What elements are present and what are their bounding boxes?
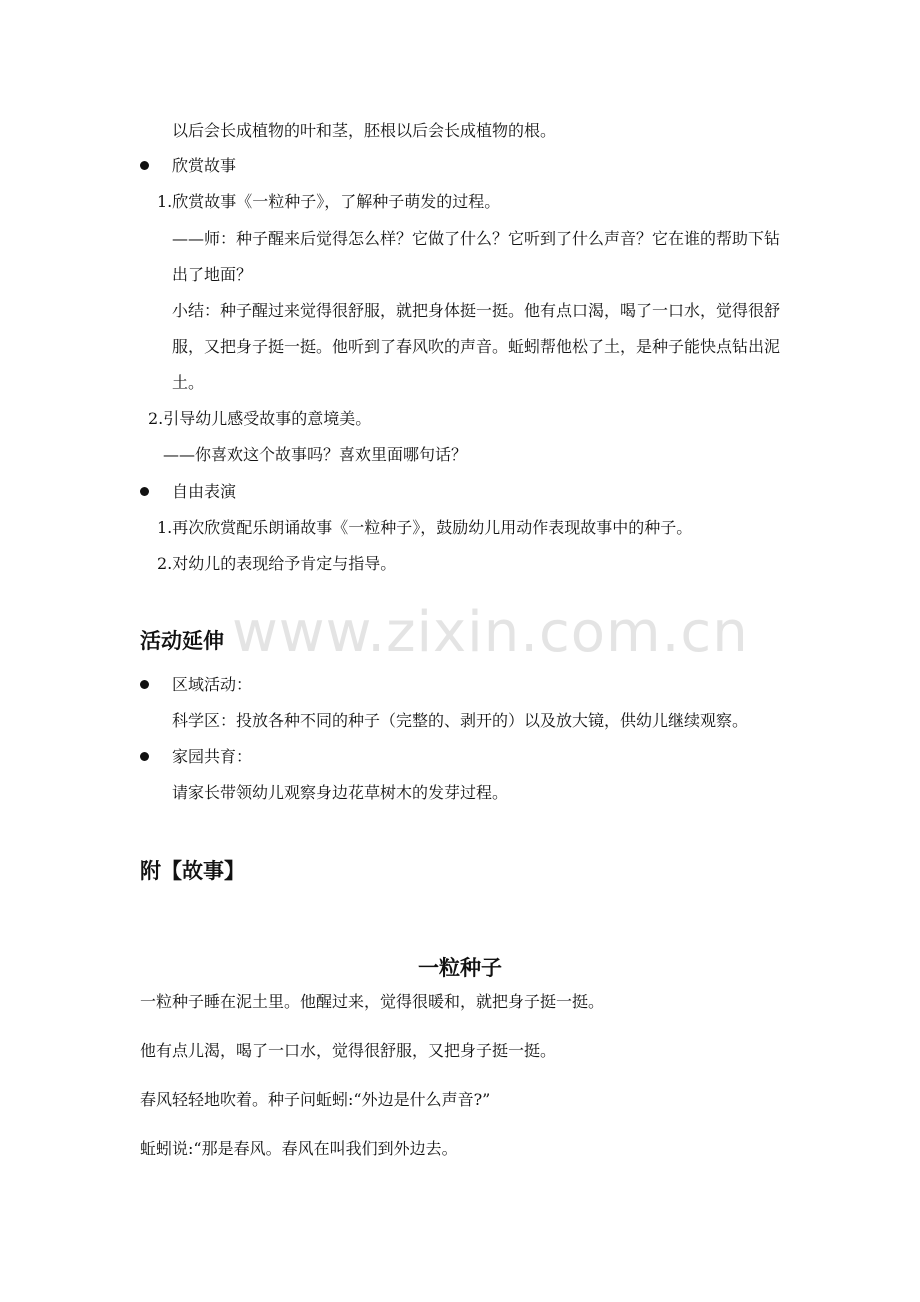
- home-school-text: 请家长带领幼儿观察身边花草树木的发芽过程。: [172, 783, 509, 802]
- list-item-3: 1.再次欣赏配乐朗诵故事《一粒种子》，鼓励幼儿用动作表现故事中的种子。: [157, 518, 693, 537]
- story-line: 他有点儿渴，喝了一口水，觉得很舒服，又把身子挺一挺。: [140, 1041, 557, 1060]
- teacher-question-line-2: 出了地面？: [172, 265, 253, 284]
- list-item-4: 2.对幼儿的表现给予肯定与指导。: [157, 554, 397, 573]
- section-heading-extension: 活动延伸: [140, 629, 224, 653]
- story-line: 蚯蚓说:“那是春风。春风在叫我们到外边去。: [140, 1139, 458, 1158]
- summary-line-3: 土。: [172, 373, 205, 392]
- summary-line-1: 小结：种子醒过来觉得很舒服，就把身体挺一挺。他有点口渴，喝了一口水，觉得很舒: [172, 301, 781, 320]
- story-line: 一粒种子睡在泥土里。他醒过来，觉得很暖和，就把身子挺一挺。: [140, 992, 605, 1011]
- teacher-question-line-1: ——师：种子醒来后觉得怎么样？它做了什么？它听到了什么声音？它在谁的帮助下钻: [172, 229, 781, 248]
- intro-line: 以后会长成植物的叶和茎，胚根以后会长成植物的根。: [172, 121, 557, 140]
- bullet-area-activity: 区域活动：: [172, 675, 253, 694]
- bullet-free-performance: 自由表演: [172, 482, 237, 501]
- list-item-1: 1.欣赏故事《一粒种子》，了解种子萌发的过程。: [157, 192, 501, 211]
- bullet-dot: [140, 487, 149, 496]
- story-line: 春风轻轻地吹着。种子问蚯蚓:“外边是什么声音?”: [140, 1090, 491, 1109]
- list-item-2: 2.引导幼儿感受故事的意境美。: [148, 409, 372, 428]
- summary-line-2: 服，又把身子挺一挺。他听到了春风吹的声音。蚯蚓帮他松了土，是种子能快点钻出泥: [172, 337, 781, 356]
- bullet-dot: [140, 680, 149, 689]
- bullet-dot: [140, 752, 149, 761]
- science-area-text: 科学区：投放各种不同的种子（完整的、剥开的）以及放大镜，供幼儿继续观察。: [172, 711, 749, 730]
- watermark: www.zixin.com.cn: [232, 600, 749, 665]
- question-line: ——你喜欢这个故事吗？喜欢里面哪句话？: [163, 445, 468, 464]
- section-heading-appendix: 附【故事】: [140, 859, 245, 883]
- story-title: 一粒种子: [418, 956, 502, 980]
- bullet-home-school: 家园共育：: [172, 747, 253, 766]
- bullet-appreciate-story: 欣赏故事: [172, 156, 237, 175]
- bullet-dot: [140, 161, 149, 170]
